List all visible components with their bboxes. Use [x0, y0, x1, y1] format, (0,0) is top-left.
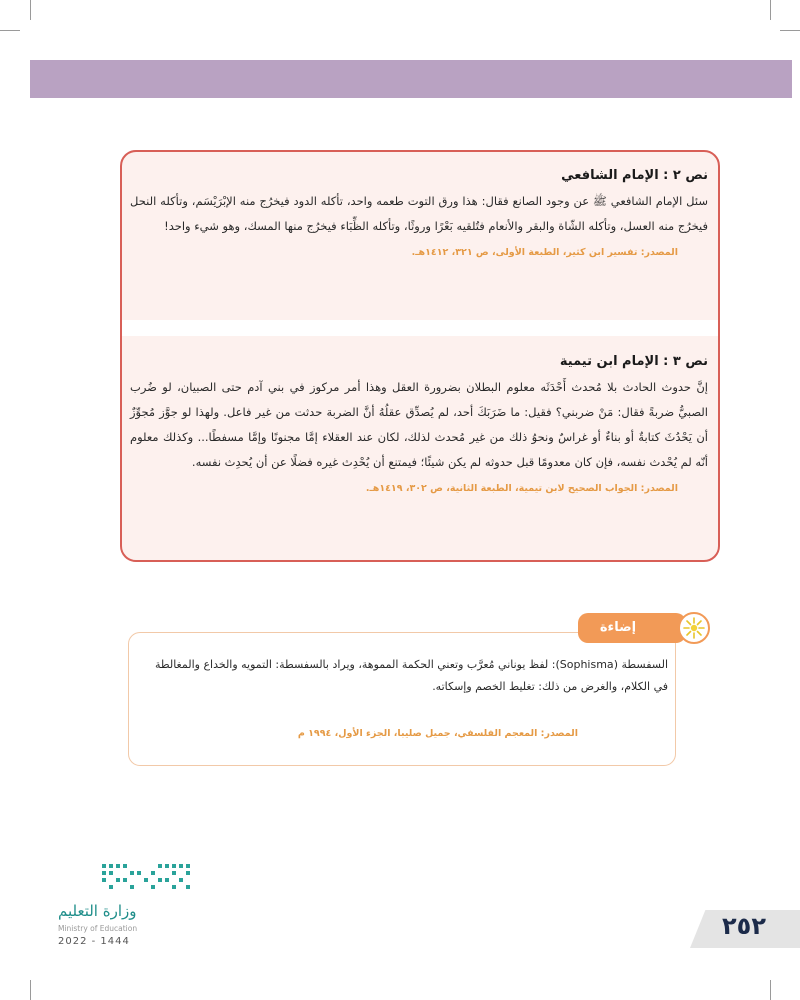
text-2-section — [130, 168, 708, 258]
idaa-body: السفسطة (Sophisma): لفظ يوناني مُعرَّب وتعني الحكمة المموهة، ويراد بالسفسطة: التمويه والخداع والمغالطة في الكلام، والغرض من ذلك: تغليط الخصم وإسكاته. — [154, 658, 668, 693]
crop-mark — [770, 0, 771, 20]
text-3-source: المصدر: الجواب الصحيح لابن تيمية، الطبعة الثانية، ص ٣٠٢، ١٤١٩هـ. — [365, 483, 678, 494]
text-2-body: سئل الإمام الشافعي ﷺ عن وجود الصانع فقال: هذا ورق التوت طعمه واحد، تأكله الدود فيخرُج منه الإبْرَيْسَم، وتأكله النحل فيخرُج منه العسل، وتأكله الشّاة والبقر والأنعام فتُلقيه بَعْرًا وروثًا، وتأكله الظِّبَاء فيخرُج منها المسك، وهو شيء واحد! — [130, 194, 708, 233]
crop-mark — [770, 980, 771, 1000]
texts-box — [120, 150, 720, 562]
idaa-source: المصدر: المعجم الفلسفي، جميل صليبا، الجزء الأول، ١٩٩٤ م — [297, 728, 578, 739]
edition-year: 2022 - 1444 — [58, 936, 130, 947]
text-2-source: المصدر: تفسير ابن كثير، الطبعة الأولى، ص ٣٢١، ١٤١٢هـ. — [411, 247, 678, 258]
ministry-name-arabic: وزارة التعليم — [58, 902, 137, 920]
light-burst-icon — [678, 612, 710, 644]
text-2-title: نص ٢ : الإمام الشافعي — [561, 168, 708, 183]
crop-mark — [780, 30, 800, 31]
ministry-name-english: Ministry of Education — [58, 924, 138, 933]
box-divider — [122, 320, 718, 336]
crop-mark — [0, 30, 20, 31]
idaa-label: إضاءة — [578, 613, 686, 643]
ministry-logo-dots-icon — [100, 862, 192, 892]
text-3-section — [130, 354, 708, 494]
header-band — [30, 60, 792, 98]
crop-mark — [30, 980, 31, 1000]
idaa-box — [128, 632, 676, 766]
crop-mark — [30, 0, 31, 20]
page-number: ٢٥٢ — [722, 912, 766, 940]
text-3-body: إنَّ حدوث الحادث بلا مُحدث أَحْدَثَه معلوم البطلان بضرورة العقل وهذا أمر مركوز في بني آدم حتى الصبيان، لو ضُرب الصبيُّ ضربةً فقال: مَنْ ضربني؟ فقيل: ما ضَرَبَكَ أحد، لم يُصدِّق عقلُهُ أنَّ الضربة حدثت من غير فاعل. ولهذا لو جوَّز مُجوِّزٌ أن يَحْدُثَ كتابةٌ أو بناءٌ أو غراسٌ ونحوُ ذلك من غير مُحدث لذلك، لكان عند العقلاء إمَّا مجنونًا وإمَّا مسفطًا... وكذلك معلوم أنّه لم يُحْدث نفسه، فإن كان معدومًا قبل حدوثه لم يكن شيئًا؛ فيمتنع أن يُحْدِث غيره فضلًا عن أن يُحدِث نفسه. — [130, 380, 708, 469]
text-3-title: نص ٣ : الإمام ابن تيمية — [559, 354, 708, 369]
